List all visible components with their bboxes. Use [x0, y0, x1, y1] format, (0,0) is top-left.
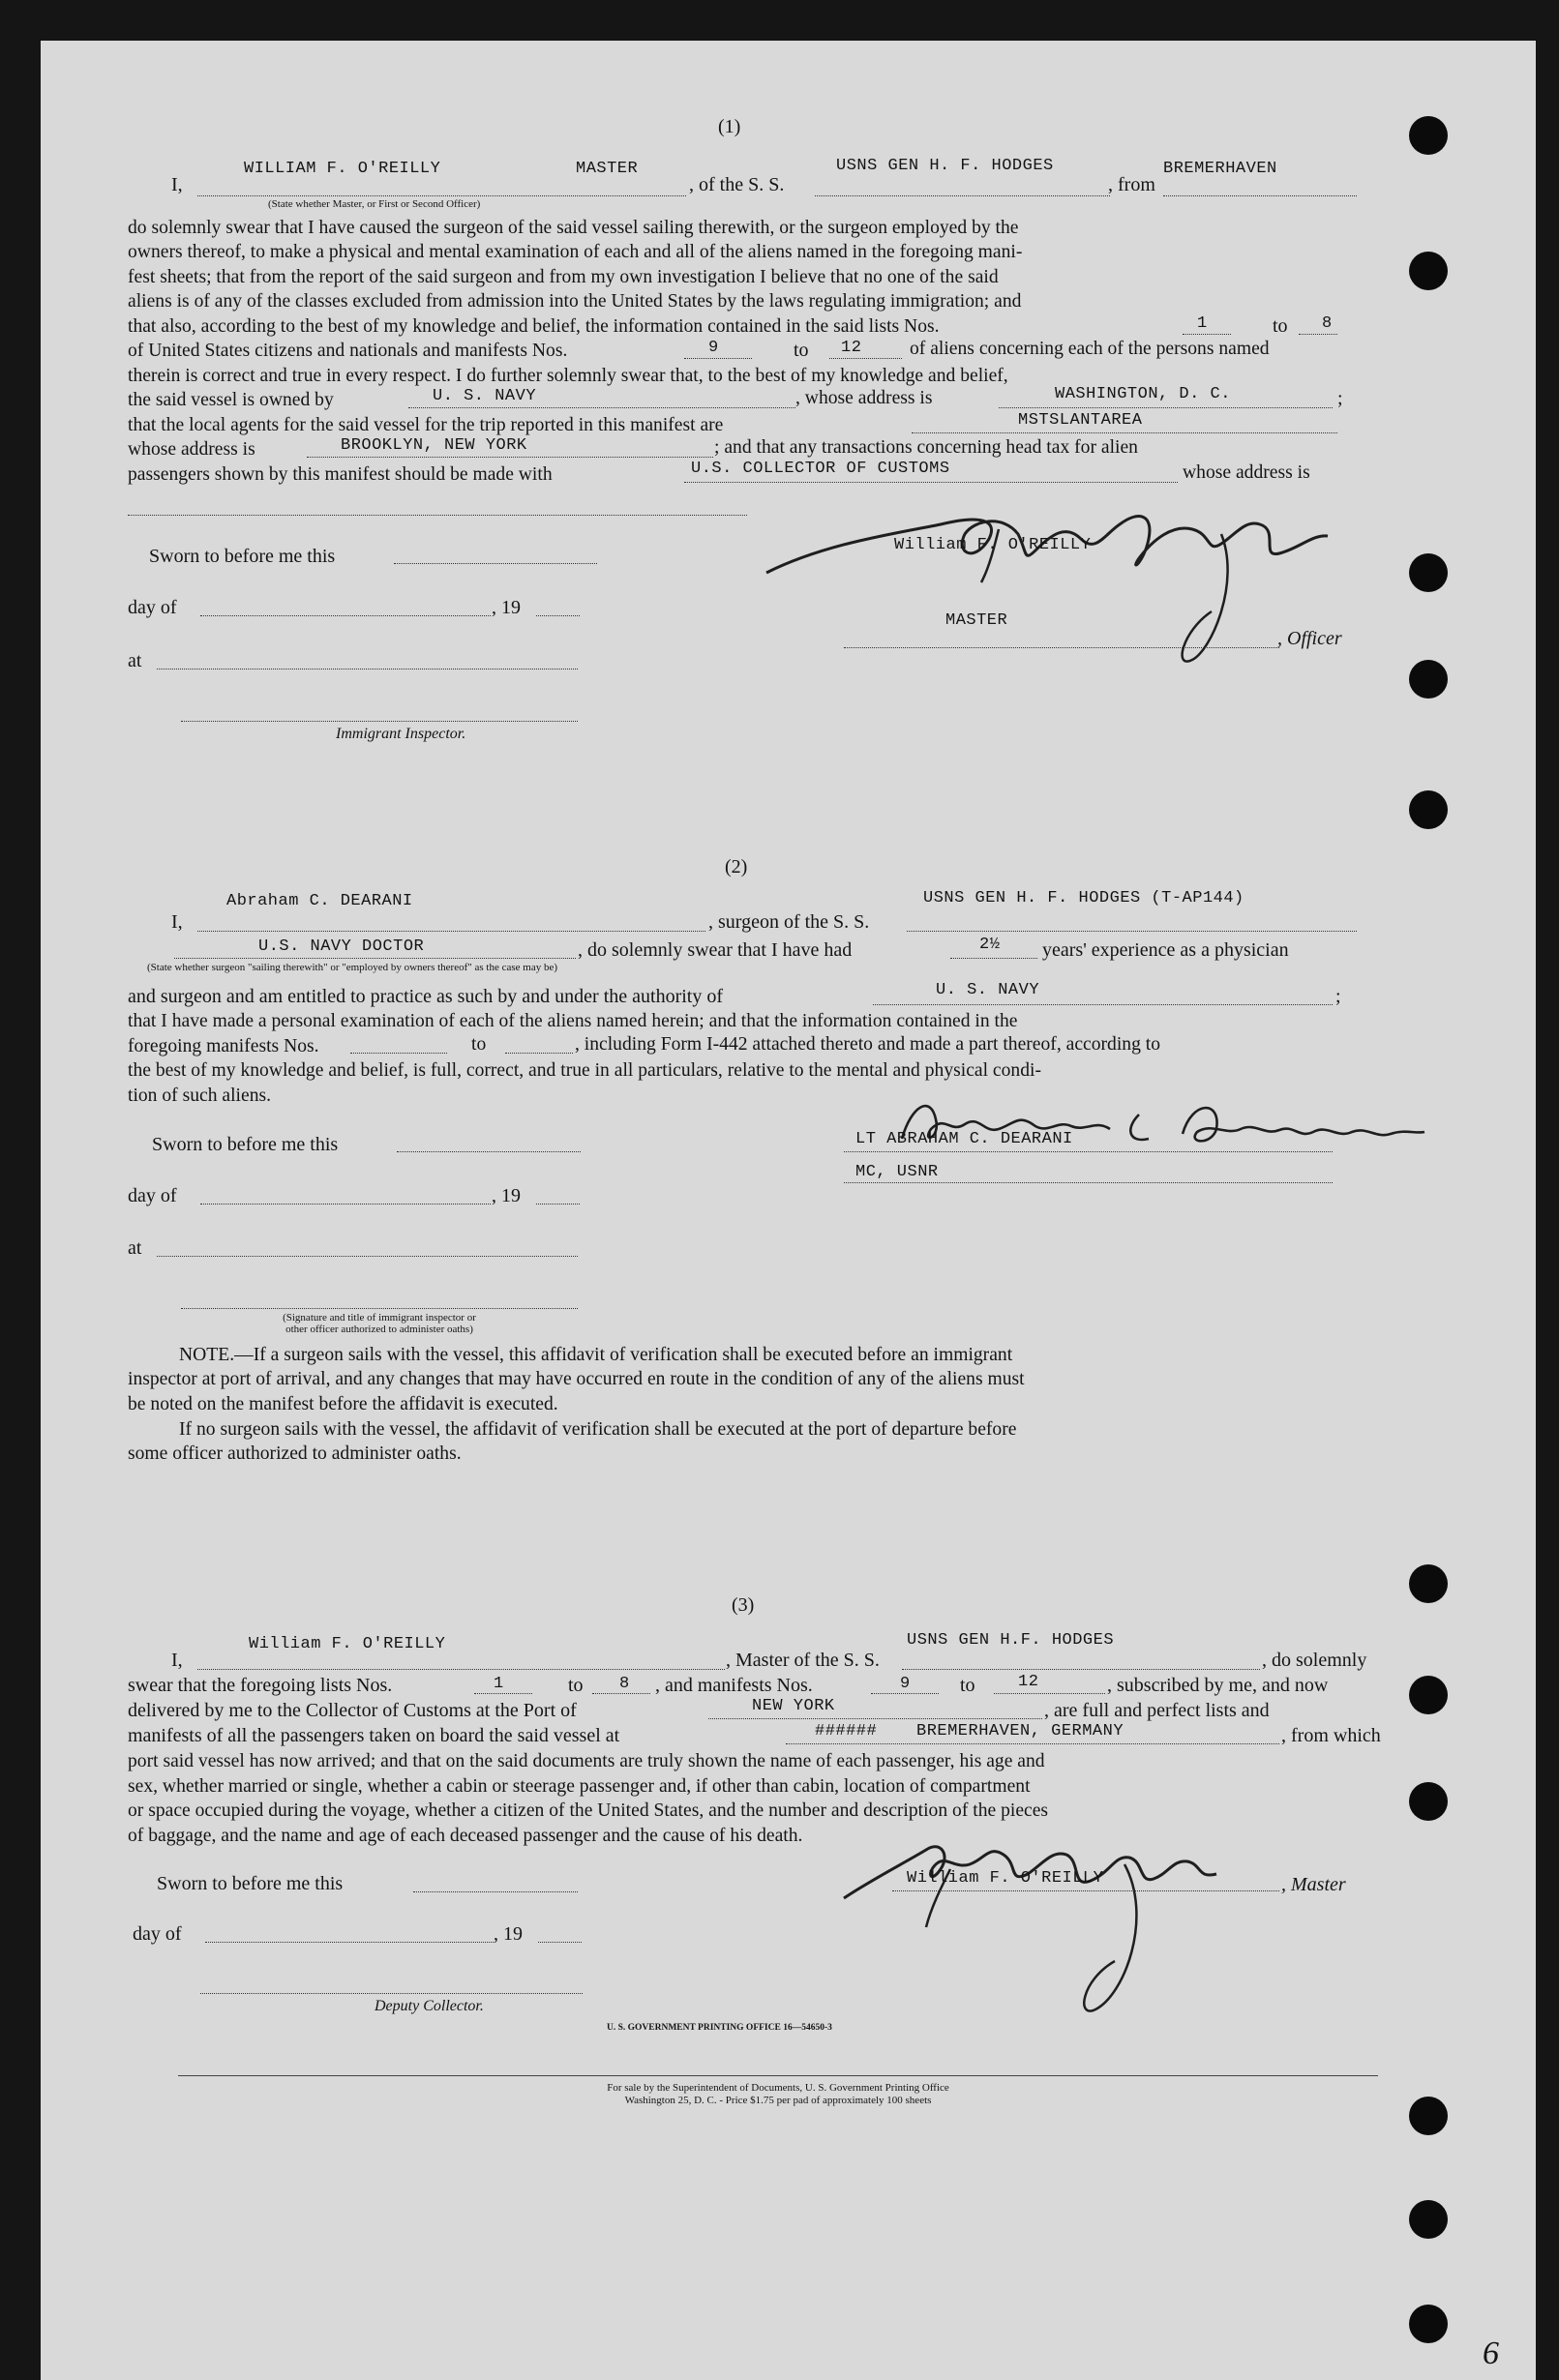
affiant-prefix: I,	[171, 1650, 183, 1671]
manifests-to-field: 12	[841, 339, 862, 357]
lists-to-field: 8	[1322, 314, 1333, 333]
to-label: to	[568, 1675, 584, 1696]
master-name-field: William F. O'REILLY	[249, 1635, 446, 1653]
manifests-from-field: 9	[708, 339, 719, 357]
officer-label: , Officer	[1277, 628, 1342, 649]
oath-line: of baggage, and the name and age of each deceased passenger and the cause of his death.	[128, 1826, 803, 1846]
master-of-label: , Master of the S. S.	[726, 1650, 880, 1671]
sworn-label: Sworn to before me this	[157, 1873, 344, 1894]
delivered-text: delivered by me to the Collector of Customs at the Port of	[128, 1700, 577, 1721]
sworn-label: Sworn to before me this	[149, 546, 336, 567]
punch-hole	[1409, 252, 1448, 290]
oath-line: the best of my knowledge and belief, is full, correct, and true in all particulars, relative to the mental and physical condi-	[128, 1060, 1041, 1081]
affiant-prefix: I,	[171, 174, 183, 195]
oath-line: the said vessel is owned by	[128, 390, 334, 410]
at-label: at	[128, 1237, 142, 1259]
year-label: , 19	[494, 1923, 523, 1945]
oath-line: passengers shown by this manifest should be made with	[128, 464, 553, 485]
subscribed-label: , subscribed by me, and now	[1107, 1675, 1329, 1696]
section-number: (2)	[725, 856, 748, 878]
at-label: at	[128, 650, 142, 671]
note-line: If no surgeon sails with the vessel, the affidavit of verification shall be executed at the port of departure before	[179, 1419, 1017, 1440]
form-text: , including Form I-442 attached thereto and made a part thereof, according to	[575, 1034, 1161, 1055]
oath-line: aliens is of any of the classes excluded from admission into the United States by the laws regulating immigration; and	[128, 291, 1022, 312]
surgeon-role-field: U.S. NAVY DOCTOR	[258, 937, 425, 956]
departure-port-field: BREMERHAVEN, GERMANY	[916, 1722, 1124, 1740]
collector-field: U.S. COLLECTOR OF CUSTOMS	[691, 460, 950, 478]
year-label: , 19	[492, 1185, 521, 1206]
manifest-verification-page: (1) I, WILLIAM F. O'REILLY MASTER (State whether Master, or First or Second Officer) , of the S. S. USNS GEN H. F. HODGES , from BREMERHAVEN do solemnly swear that I have caused the surgeon of the said vessel sailing therewith, or the surgeon employed by the owners thereof, to make a physical and mental examination of each and all of the aliens named in the foregoing mani- fest sheets; that from the report of the said surgeon and from my own investigation I believe that no one of the said aliens is of any of the classes excluded from admission into the United States by the laws regulating immigration; and that also, according to the best of my knowledge and belief, the information contained in the said lists Nos. 1 to 8 of United States citizens and nationals and manifests Nos. 9 to 12 of aliens concerning each of the persons named therein is correct and true in every respect. I do further solemnly swear that, to the best of my knowledge and belief, the said vessel is owned by U. S. NAVY , whose address is WASHINGTON, D. C. ; that the local agents for the said vessel for the trip reported in this manifest are MSTSLANTAREA whose address is BROOKLYN, NEW YORK ; and that any transactions concerning head tax for alien passengers shown by this manifest should be made with U.S. COLLECTOR OF CUSTOMS whose address is Sworn to before me this William F. O'REILLY day of , 19 MASTER , Officer at Immigrant Inspector. (2) I, Abraham C. DEARANI , surgeon of the S. S. USNS GEN H. F. HODGES (T-AP144) U.S. NAVY DOCTOR , do solemnly swear that I have had 2½ years' experience as a physician (State whether surgeon "sailing therewith" or "employed by owners thereof" as the case may be) and surgeon and am entitled to practice as such by and under the authority of U. S. NAVY ; that I have made a personal examination of each of the aliens named herein; and that the information contained in the foregoing manifests Nos. to , including Form I-442 attached thereto and made a part thereof, according to the best of my knowledge and belief, is full, correct, and true in all particulars, relative to the mental and physical condi- tion of such aliens. Sworn to before me this LT ABRAHAM C. DEARANI MC, USNR day of , 19 at (Signature and title of immigrant inspector or other officer authorized to administer oaths) NOTE.—If a surgeon sails with the vessel, this affidavit of verification shall be executed before an immigrant inspector at port of arrival, and any changes that may have occurred en route in the condition of any of the aliens must be noted on the manifest before the affidavit is executed. If no surgeon sails with the vessel, the affidavit of verification shall be executed at the port of departure before some officer authorized to administer oaths. (3) I, William F. O'REILLY , Master of the S. S. USNS GEN H.F. HODGES , do solemnly swear that the foregoing lists Nos. 1 to 8 , and manifests Nos. 9 to 12 , subscribed by me, and now delivered by me to the Collector of Customs at the Port of NEW YORK , are full and perfect lists and manifests of all the passengers taken on board the said vessel at ###### BREMERHAVEN, GERMANY , from which port said vessel has now arrived; and that on the said documents are truly shown the name of each passenger, his age and sex, whether married or single, whether a cabin or steerage passenger and, if other than cabin, location of compartment or space occupied during the voyage, whether a citizen of the United States, and the number and description of the pieces of baggage, and the name and age of each deceased passenger and the cause of his death. Sworn to before me this William F. O'REILLY , Master day of , 19 Deputy Collector. U. S. GOVERNMENT PRINTING OFFICE 16—54650-3 For sale by the Superintendent of Documents, U. S. Government Printing Office Washington 25, D. C. - Price $1.75 per pad of approximately 100 sheets 6	[41, 41, 1536, 2380]
collector-caption: Deputy Collector.	[375, 1998, 484, 2014]
typed-signature: LT ABRAHAM C. DEARANI	[855, 1130, 1073, 1148]
master-signature-3	[834, 1811, 1299, 2024]
typed-signature: William F. O'REILLY	[907, 1869, 1104, 1888]
lists-from-field: 1	[494, 1675, 504, 1693]
to-label: to	[794, 340, 809, 361]
day-of-label: day of	[133, 1923, 182, 1945]
whose-address-tail: whose address is	[1183, 462, 1310, 483]
punch-hole	[1409, 660, 1448, 699]
authority-label: and surgeon and am entitled to practice as such by and under the authority of	[128, 986, 723, 1007]
sig-caption: (Signature and title of immigrant inspector or	[283, 1312, 476, 1324]
lists-to-field: 8	[619, 1675, 630, 1693]
rank-field: MASTER	[576, 160, 639, 178]
lists-from-field: 1	[1197, 314, 1208, 333]
punch-hole	[1409, 1564, 1448, 1603]
head-tax-text: ; and that any transactions concerning head tax for alien	[714, 437, 1138, 458]
oath-line: or space occupied during the voyage, whether a citizen of the United States, and the number and description of the pieces	[128, 1800, 1049, 1821]
whose-address-label: , whose address is	[795, 388, 933, 408]
to-label: to	[471, 1034, 487, 1055]
day-of-label: day of	[128, 1185, 177, 1206]
to-label: to	[960, 1675, 975, 1696]
manifests-from-field: 9	[900, 1675, 911, 1693]
do-swear-label: , do solemnly swear that I have had	[578, 939, 853, 961]
punch-hole	[1409, 2200, 1448, 2239]
title-field: MASTER	[945, 611, 1008, 630]
oath-line: fest sheets; that from the report of the said surgeon and from my own investigation I believe that no one of the said	[128, 267, 999, 287]
section-number: (1)	[718, 116, 741, 137]
oath-line: foregoing manifests Nos.	[128, 1036, 319, 1056]
struck-text: ######	[815, 1722, 878, 1740]
agents-field: MSTSLANTAREA	[1018, 411, 1143, 430]
affiant-prefix: I,	[171, 911, 183, 933]
oath-line: that also, according to the best of my knowledge and belief, the information contained in the said lists Nos.	[128, 316, 940, 337]
gpo-imprint: U. S. GOVERNMENT PRINTING OFFICE 16—54650-3	[607, 2023, 832, 2033]
do-swear-label: , do solemnly	[1262, 1650, 1367, 1671]
oath-line: sex, whether married or single, whether a cabin or steerage passenger and, if other than cabin, location of compartment	[128, 1776, 1031, 1797]
oath-line: tion of such aliens.	[128, 1086, 272, 1106]
sale-note: For sale by the Superintendent of Documents, U. S. Government Printing Office	[607, 2082, 949, 2094]
oath-line: owners thereof, to make a physical and mental examination of each and all of the aliens named in the foregoing mani-	[128, 242, 1023, 262]
punch-hole	[1409, 2097, 1448, 2135]
vessel-field: USNS GEN H. F. HODGES (T-AP144)	[923, 889, 1244, 907]
note-line: NOTE.—If a surgeon sails with the vessel, this affidavit of verification shall be executed before an immigrant	[179, 1345, 1013, 1365]
swear-text: swear that the foregoing lists Nos.	[128, 1675, 393, 1696]
surgeon-name-field: Abraham C. DEARANI	[226, 892, 413, 910]
to-label: to	[1273, 315, 1288, 337]
owner-field: U. S. NAVY	[433, 387, 537, 405]
oath-line: port said vessel has now arrived; and that on the said documents are truly shown the name of each passenger, his age and	[128, 1751, 1045, 1771]
and-manifests-label: , and manifests Nos.	[655, 1675, 813, 1696]
sale-note: Washington 25, D. C. - Price $1.75 per pad of approximately 100 sheets	[624, 2095, 932, 2106]
note-line: some officer authorized to administer oaths.	[128, 1443, 462, 1464]
rank-field: MC, USNR	[855, 1163, 939, 1181]
oath-line: that I have made a personal examination of each of the aliens named herein; and that the information contained in the	[128, 1011, 1018, 1031]
sworn-label: Sworn to before me this	[152, 1134, 339, 1155]
oath-line: therein is correct and true in every respect. I do further solemnly swear that, to the best of my knowledge and belief,	[128, 366, 1008, 386]
rank-caption: (State whether Master, or First or Second Officer)	[268, 198, 481, 210]
from-which-label: , from which	[1281, 1725, 1381, 1746]
typed-signature: William F. O'REILLY	[894, 536, 1092, 554]
of-the-ss-label: , of the S. S.	[689, 174, 785, 195]
aliens-tail: of aliens concerning each of the persons named	[910, 339, 1270, 359]
master-name-field: WILLIAM F. O'REILLY	[244, 160, 441, 178]
note-line: inspector at port of arrival, and any changes that may have occurred en route in the condition of any of the aliens must	[128, 1369, 1025, 1389]
note-line: be noted on the manifest before the affidavit is executed.	[128, 1394, 558, 1414]
inspector-caption: Immigrant Inspector.	[336, 726, 466, 742]
years-tail: years' experience as a physician	[1042, 939, 1289, 961]
arrival-port-field: NEW YORK	[752, 1697, 835, 1715]
punch-hole	[1409, 116, 1448, 155]
vessel-field: USNS GEN H. F. HODGES	[836, 157, 1054, 175]
departure-port-field: BREMERHAVEN	[1163, 160, 1277, 178]
year-label: , 19	[492, 597, 521, 618]
section-number: (3)	[732, 1594, 755, 1616]
owner-address-field: WASHINGTON, D. C.	[1055, 385, 1231, 403]
oath-line: do solemnly swear that I have caused the surgeon of the said vessel sailing therewith, or the surgeon employed by the	[128, 218, 1019, 238]
punch-hole	[1409, 553, 1448, 592]
from-label: , from	[1108, 174, 1155, 195]
manifests-to-field: 12	[1018, 1673, 1039, 1691]
punch-hole	[1409, 790, 1448, 829]
master-label: , Master	[1281, 1874, 1346, 1895]
manifests-text: manifests of all the passengers taken on board the said vessel at	[128, 1725, 620, 1746]
role-caption: (State whether surgeon "sailing therewith" or "employed by owners thereof" as the case may be)	[147, 962, 558, 973]
full-lists-label: , are full and perfect lists and	[1044, 1700, 1270, 1721]
oath-line: of United States citizens and nationals and manifests Nos.	[128, 341, 568, 361]
page-mark: 6	[1483, 2335, 1499, 2371]
day-of-label: day of	[128, 597, 177, 618]
punch-hole	[1409, 1782, 1448, 1821]
punch-hole	[1409, 2305, 1448, 2343]
punch-hole	[1409, 1676, 1448, 1714]
sig-caption: other officer authorized to administer oaths)	[285, 1324, 473, 1335]
authority-field: U. S. NAVY	[936, 981, 1040, 999]
oath-line: whose address is	[128, 439, 255, 460]
oath-line: that the local agents for the said vessel for the trip reported in this manifest are	[128, 415, 724, 435]
vessel-field: USNS GEN H.F. HODGES	[907, 1631, 1115, 1650]
years-field: 2½	[979, 936, 1001, 954]
surgeon-of-label: , surgeon of the S. S.	[708, 911, 870, 933]
agents-address-field: BROOKLYN, NEW YORK	[341, 436, 527, 455]
